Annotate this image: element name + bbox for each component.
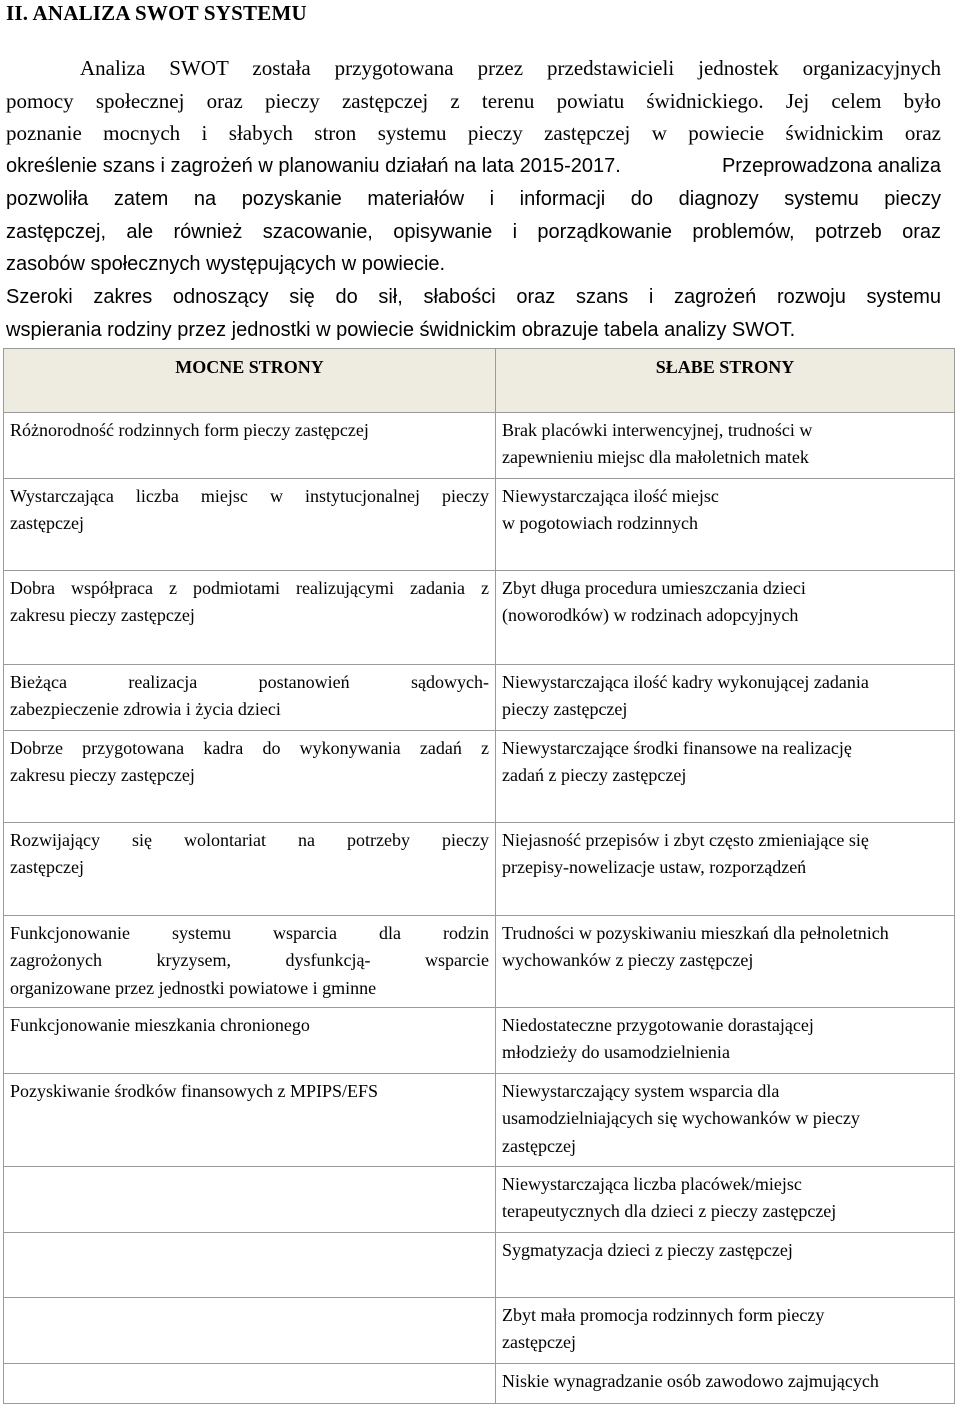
strength-cell	[4, 1233, 496, 1298]
weakness-cell: Zbyt długa procedura umieszczania dzieci (noworodków) w rodzinach adopcyjnych	[496, 571, 955, 665]
swot-header-row	[4, 349, 955, 413]
intro-line: Analiza SWOT została przygotowana przez przedstawicieli jednostek organizacyjnych	[80, 56, 941, 80]
intro-line: zastępczej, ale również szacowanie, opisywanie i porządkowanie problemów, potrzeb oraz	[6, 220, 941, 243]
strength-cell: Bieżąca realizacja postanowień sądowych- zabezpieczenie zdrowia i życia dzieci	[4, 665, 496, 731]
table-row	[4, 1233, 955, 1298]
weakness-cell: Brak placówki interwencyjnej, trudności w zapewnieniu miejsc dla małoletnich matek	[496, 413, 955, 479]
table-row	[4, 731, 955, 823]
table-row	[4, 1298, 955, 1364]
intro-line: zasobów społecznych występujących w powiecie.	[6, 253, 446, 276]
weakness-cell: Niewystarczająca ilość miejsc w pogotowiach rodzinnych	[496, 479, 955, 571]
weakness-cell: Sygmatyzacja dzieci z pieczy zastępczej	[496, 1233, 955, 1298]
swot-table	[3, 348, 955, 1404]
table-row	[4, 1008, 955, 1074]
intro-line: pomocy społecznej oraz pieczy zastępczej z terenu powiatu świdnickiego. Jej celem było	[6, 88, 941, 113]
strength-cell: Funkcjonowanie mieszkania chronionego	[4, 1008, 496, 1074]
intro-line: pozwoliła zatem na pozyskanie materiałów i informacji do diagnozy systemu pieczy	[6, 187, 941, 210]
section-heading: II. ANALIZA SWOT SYSTEMU	[6, 1, 307, 25]
intro-line: Przeprowadzona analiza	[721, 155, 941, 178]
intro-line: wspierania rodziny przez jednostki w powiecie świdnickim obrazuje tabela analizy SWOT.	[6, 318, 796, 341]
intro-line: poznanie mocnych i słabych stron systemu pieczy zastępczej w powiecie świdnickim oraz	[6, 121, 941, 146]
table-row	[4, 1074, 955, 1167]
table-row	[4, 1167, 955, 1233]
strength-cell	[4, 1364, 496, 1404]
weakness-cell: Niewystarczające środki finansowe na realizację zadań z pieczy zastępczej	[496, 731, 955, 823]
weakness-cell: Niewystarczająca liczba placówek/miejsc terapeutycznych dla dzieci z pieczy zastępczej	[496, 1167, 955, 1233]
strength-cell: Funkcjonowanie systemu wsparcia dla rodzin zagrożonych kryzysem, dysfunkcją- wsparcie organizowane przez jednostki powiatowe i gminne	[4, 916, 496, 1008]
table-row	[4, 479, 955, 571]
strength-cell: Rozwijający się wolontariat na potrzeby pieczy zastępczej	[4, 823, 496, 916]
table-row	[4, 665, 955, 731]
weaknesses-header: SŁABE STRONY	[496, 349, 955, 413]
strength-cell: Różnorodność rodzinnych form pieczy zastępczej	[4, 413, 496, 479]
strength-cell	[4, 1167, 496, 1233]
strengths-header: MOCNE STRONY	[4, 349, 496, 413]
table-row	[4, 823, 955, 916]
weakness-cell: Zbyt mała promocja rodzinnych form pieczy zastępczej	[496, 1298, 955, 1364]
weakness-cell: Niejasność przepisów i zbyt często zmieniające się przepisy-nowelizacje ustaw, rozporządzeń	[496, 823, 955, 916]
intro-line: Szeroki zakres odnoszący się do sił, słabości oraz szans i zagrożeń rozwoju systemu	[6, 285, 941, 308]
strength-cell: Dobrze przygotowana kadra do wykonywania zadań z zakresu pieczy zastępczej	[4, 731, 496, 823]
strength-cell: Pozyskiwanie środków finansowych z MPIPS/EFS	[4, 1074, 496, 1167]
table-row	[4, 916, 955, 1008]
weakness-cell: Niewystarczająca ilość kadry wykonującej zadania pieczy zastępczej	[496, 665, 955, 731]
weakness-cell: Niewystarczający system wsparcia dla usamodzielniających się wychowanków w pieczy zastępczej	[496, 1074, 955, 1167]
weakness-cell: Niedostateczne przygotowanie dorastającej młodzieży do usamodzielnienia	[496, 1008, 955, 1074]
strength-cell: Wystarczająca liczba miejsc w instytucjonalnej pieczy zastępczej	[4, 479, 496, 571]
table-row	[4, 571, 955, 665]
intro-paragraph	[6, 52, 941, 346]
weakness-cell: Niskie wynagradzanie osób zawodowo zajmujących	[496, 1364, 955, 1404]
intro-line: określenie szans i zagrożeń w planowaniu działań na lata 2015-2017.	[6, 155, 621, 178]
intro-line-mixed	[6, 150, 941, 183]
weakness-cell: Trudności w pozyskiwaniu mieszkań dla pełnoletnich wychowanków z pieczy zastępczej	[496, 916, 955, 1008]
strength-cell	[4, 1298, 496, 1364]
table-row	[4, 413, 955, 479]
table-row	[4, 1364, 955, 1404]
strength-cell: Dobra współpraca z podmiotami realizującymi zadania z zakresu pieczy zastępczej	[4, 571, 496, 665]
